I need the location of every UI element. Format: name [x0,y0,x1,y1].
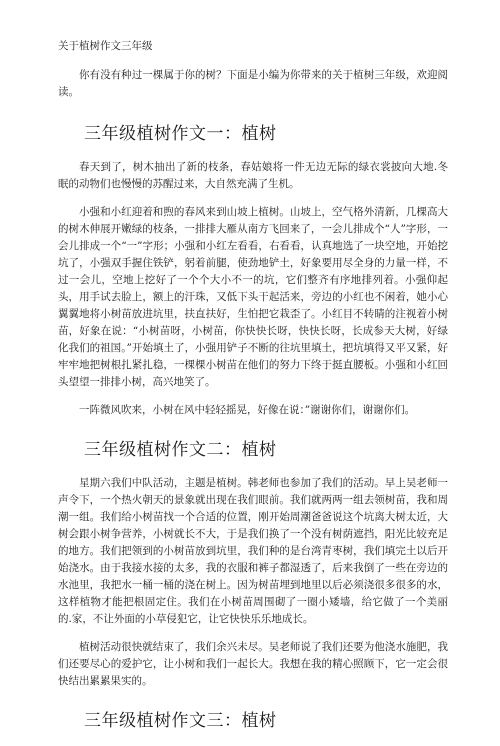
section-3-heading: 三年级植树作文三：植树 [84,711,277,731]
intro-paragraph: 你有没有种过一棵属于你的树？下面是小编为你带来的关于植树三年级，欢迎阅读。 [58,69,448,98]
section-2-paragraph-1: 星期六我们中队活动，主题是植树。韩老师也参加了我们的活动。早上吴老师一声令下，一个热火朝天的景象就出现在我们眼前。我们就两两一组去领树苗，我和周潮一组。我们给小树苗找一个合适的位置，刚开始周潮爸爸说这个坑离大树太近，大树会跟小树争营养，小树就长不大，于是我们换了一个没有树荫遮挡，阳光比较充足的地方。我们把领到的小树苗放到坑里，我们种的是台湾青枣树，我们填完土以后开始浇水。由于我接水接的太多，我的衣服和裤子都湿透了，后来我倒了一些在旁边的水池里，我把水一桶一桶的浇在树上。因为树苗埋到地里以后必须浇很多很多的水，这样植物才能把根固定住。我们在小树苗周围砌了一圈小矮墙，给它做了一个美丽的.家，不让外面的小草侵犯它，让它快快乐乐地成长。 [58,477,448,625]
section-1-heading: 三年级植树作文一：植树 [84,124,277,144]
section-2-paragraph-2: 植树活动很快就结束了，我们余兴未尽。吴老师说了我们还要为他浇水施肥，我们还要尽心的爱护它，让小树和我们一起长大。我想在我的精心照顾下，它一定会很快结出累累果实的。 [58,641,448,687]
section-1-paragraph-1: 春天到了，树木抽出了新的枝条，春姑娘将一件无边无际的绿衣裳披向大地.冬眠的动物们也慢慢的苏醒过来，大自然充满了生机。 [58,161,448,190]
section-1-paragraph-3: 一阵微风吹来，小树在风中轻轻摇晃，好像在说：”谢谢你们，谢谢你们。 [79,404,416,416]
section-2-heading: 三年级植树作文二：植树 [84,440,277,460]
section-1-paragraph-2: 小强和小红迎着和煦的春风来到山坡上植树。山坡上，空气格外清新，几棵高大的树木伸展开嫩绿的枝条，一排排大雁从南方飞回来了，一会儿排成个“人”字形，一会儿排成一个“一”字形；小强和小红左看看，右看看，认真地选了一块空地，开始挖坑了，小强双手握住铁铲，躬着前腿，使劲地铲土，好象要用尽全身的力量一样，不过一会儿，空地上挖好了一个个大小不一的坑，它们整齐有序地排列着。小强仰起头，用手试去脸上，额上的汗珠，又低下头干起活来，旁边的小红也不闲着，她小心翼翼地将小树苗放进坑里，扶直扶好，生怕把它栽歪了。小红目不转睛的注视着小树苗，好象在说：“小树苗呀，小树苗，你快快长呀，快快长呀，长成参天大树，好绿化我们的祖国。”开始填土了，小强用铲子不断的往坑里填土，把坑填得又平又紧，好牢牢地把树根扎紧扎稳，一棵棵小树苗在他们的努力下终于挺直腰板。小强和小红回头望望一排排小树，高兴地笑了。 [58,206,448,388]
document-title: 关于植树作文三年级 [58,40,153,52]
